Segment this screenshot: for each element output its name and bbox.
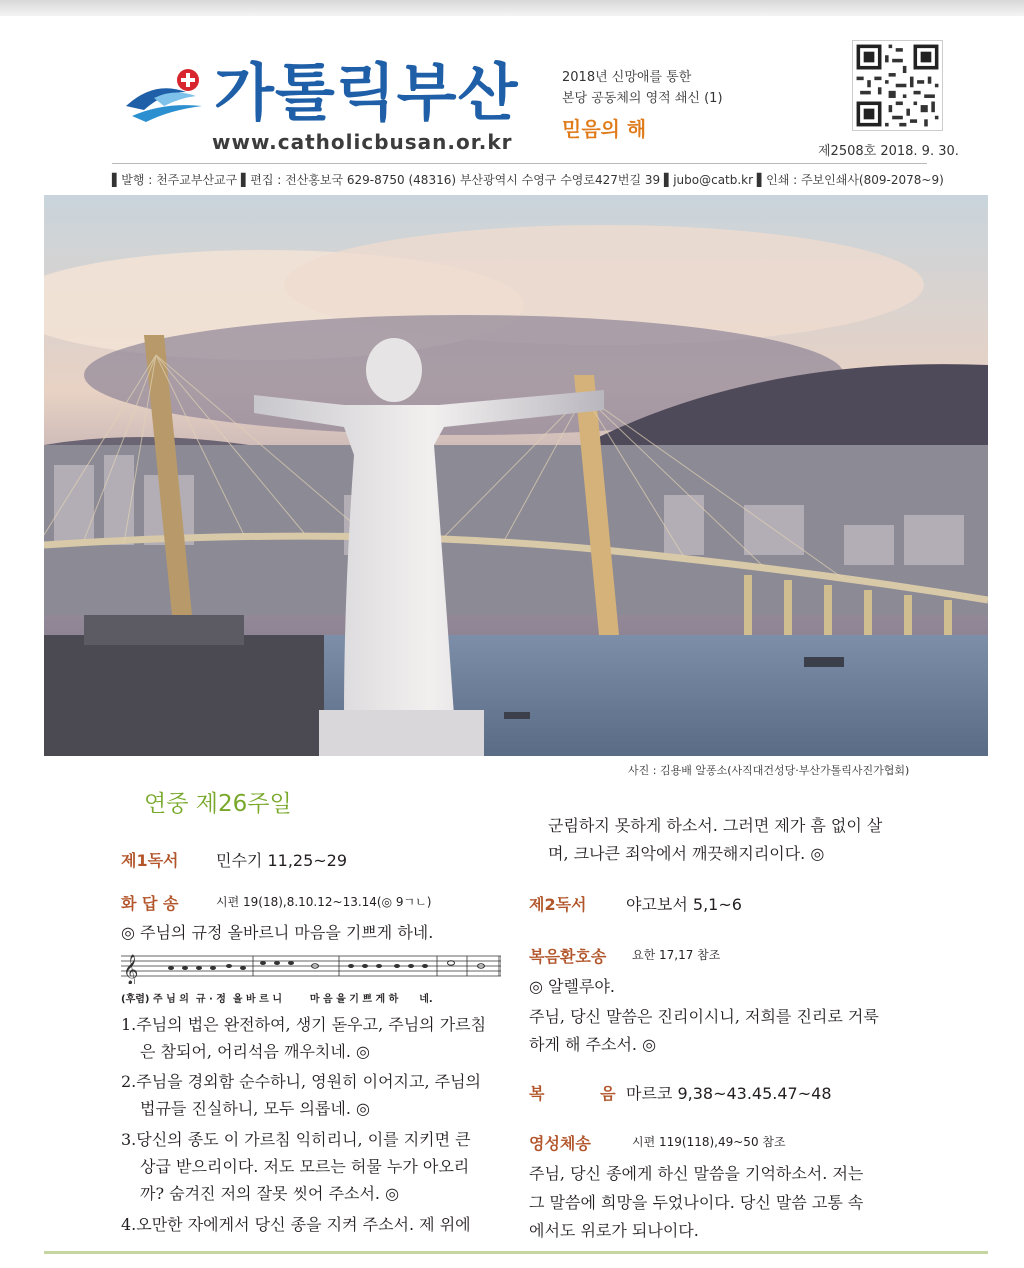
first-reading-label: 제1독서 [121, 851, 179, 870]
communion-antiphon-label: 영성체송 [529, 1134, 591, 1153]
psalm-verse-4-continuation-2: 며, 크나큰 죄악에서 깨끗해지리이다. ◎ [548, 844, 825, 863]
psalm-label: 화 답 송 [121, 894, 179, 913]
subtitle-line-1: 2018년 신망애를 통한 [562, 70, 692, 85]
psalm-verse-3-line-3: 까? 숨겨진 저의 잘못 씻어 주소서. ◎ [140, 1184, 400, 1203]
psalm-verse-1-line-1: 1.주님의 법은 완전하여, 생기 돋우고, 주님의 가르침 [121, 1015, 487, 1034]
psalm-music-notation [121, 950, 501, 984]
communion-antiphon-line-1: 주님, 당신 종에게 하신 말씀을 기억하소서. 저는 [529, 1164, 864, 1183]
psalm-verse-3-line-2: 상급 받으리이다. 저도 모르는 허물 누가 아오리 [140, 1157, 470, 1176]
subtitle-line-2: 본당 공동체의 영적 쇄신 (1) [562, 91, 723, 106]
issue-number-date: 제2508호 2018. 9. 30. [818, 144, 959, 159]
svg-text:𝄞: 𝄞 [123, 955, 139, 984]
communion-antiphon-ref: 시편 119(118),49~50 참조 [632, 1135, 786, 1149]
catholic-busan-logo-icon [124, 62, 212, 124]
gospel-acclamation-label: 복음환호송 [529, 947, 607, 966]
cover-photo-christ-statue-bridge [44, 195, 988, 756]
gospel-acclamation-line-2: 주님, 당신 말씀은 진리이시니, 저희를 진리로 거룩 [529, 1007, 879, 1026]
psalm-verse-2-line-1: 2.주님을 경외함 순수하니, 영원히 이어지고, 주님의 [121, 1072, 481, 1091]
masthead-subtitle [562, 67, 723, 109]
gospel-acclamation-ref: 요한 17,17 참조 [632, 948, 721, 962]
psalm-verse-2-line-2: 법규들 진실하니, 모두 의롭네. ◎ [140, 1099, 370, 1118]
psalm-verse-1-line-2: 은 참되어, 어리석음 깨우치네. ◎ [140, 1042, 370, 1061]
footer-divider [44, 1251, 988, 1254]
masthead-url[interactable]: www.catholicbusan.or.kr [212, 130, 513, 154]
masthead-title: 가톨릭부산 [214, 56, 519, 129]
liturgical-week-title: 연중 제26주일 [144, 791, 292, 817]
psalm-response: ◎ 주님의 규정 올바르니 마음을 기쁘게 하네. [121, 923, 434, 942]
communion-antiphon-line-3: 에서도 위로가 되나이다. [529, 1221, 699, 1240]
top-bar [0, 0, 1024, 16]
year-theme: 믿음의 해 [562, 117, 647, 141]
first-reading-ref: 민수기 11,25~29 [216, 851, 348, 870]
psalm-music-lyrics: (후렴) 주 님 의 규 · 정 올 바 르 니 마 음 을 기 쁘 게 하 네. [121, 994, 433, 1005]
gospel-acclamation-line-1: ◎ 알렐루야. [529, 977, 615, 996]
qr-code-icon[interactable] [852, 40, 943, 131]
publication-info: ▌발행 : 천주교부산교구 ▌편집 : 전산홍보국 629-8750 (48316) 부산광역시 수영구 수영로427번길 39 ▌jubo@catb.kr ▌인쇄 : 주보인쇄사(809-2078~9) [112, 173, 944, 187]
gospel-ref: 마르코 9,38~43.45.47~48 [626, 1084, 832, 1103]
psalm-ref: 시편 19(18),8.10.12~13.14(◎ 9ㄱㄴ) [216, 895, 432, 909]
gospel-label: 복 음 [529, 1084, 616, 1103]
communion-antiphon-line-2: 그 말씀에 희망을 두었나이다. 당신 말씀 고통 속 [529, 1193, 864, 1212]
psalm-verse-4-line-1: 4.오만한 자에게서 당신 종을 지켜 주소서. 제 위에 [121, 1215, 471, 1234]
psalm-verse-3-line-1: 3.당신의 종도 이 가르침 익히리니, 이를 지키면 큰 [121, 1130, 471, 1149]
second-reading-label: 제2독서 [529, 895, 587, 914]
gospel-acclamation-line-3: 하게 해 주소서. ◎ [529, 1035, 657, 1054]
psalm-verse-4-continuation-1: 군림하지 못하게 하소서. 그러면 제가 흠 없이 살 [548, 816, 883, 835]
photo-credit: 사진 : 김용배 알퐁소(사직대건성당·부산가톨릭사진가협회) [628, 764, 910, 777]
header-divider [112, 163, 927, 164]
second-reading-ref: 야고보서 5,1~6 [626, 895, 742, 914]
